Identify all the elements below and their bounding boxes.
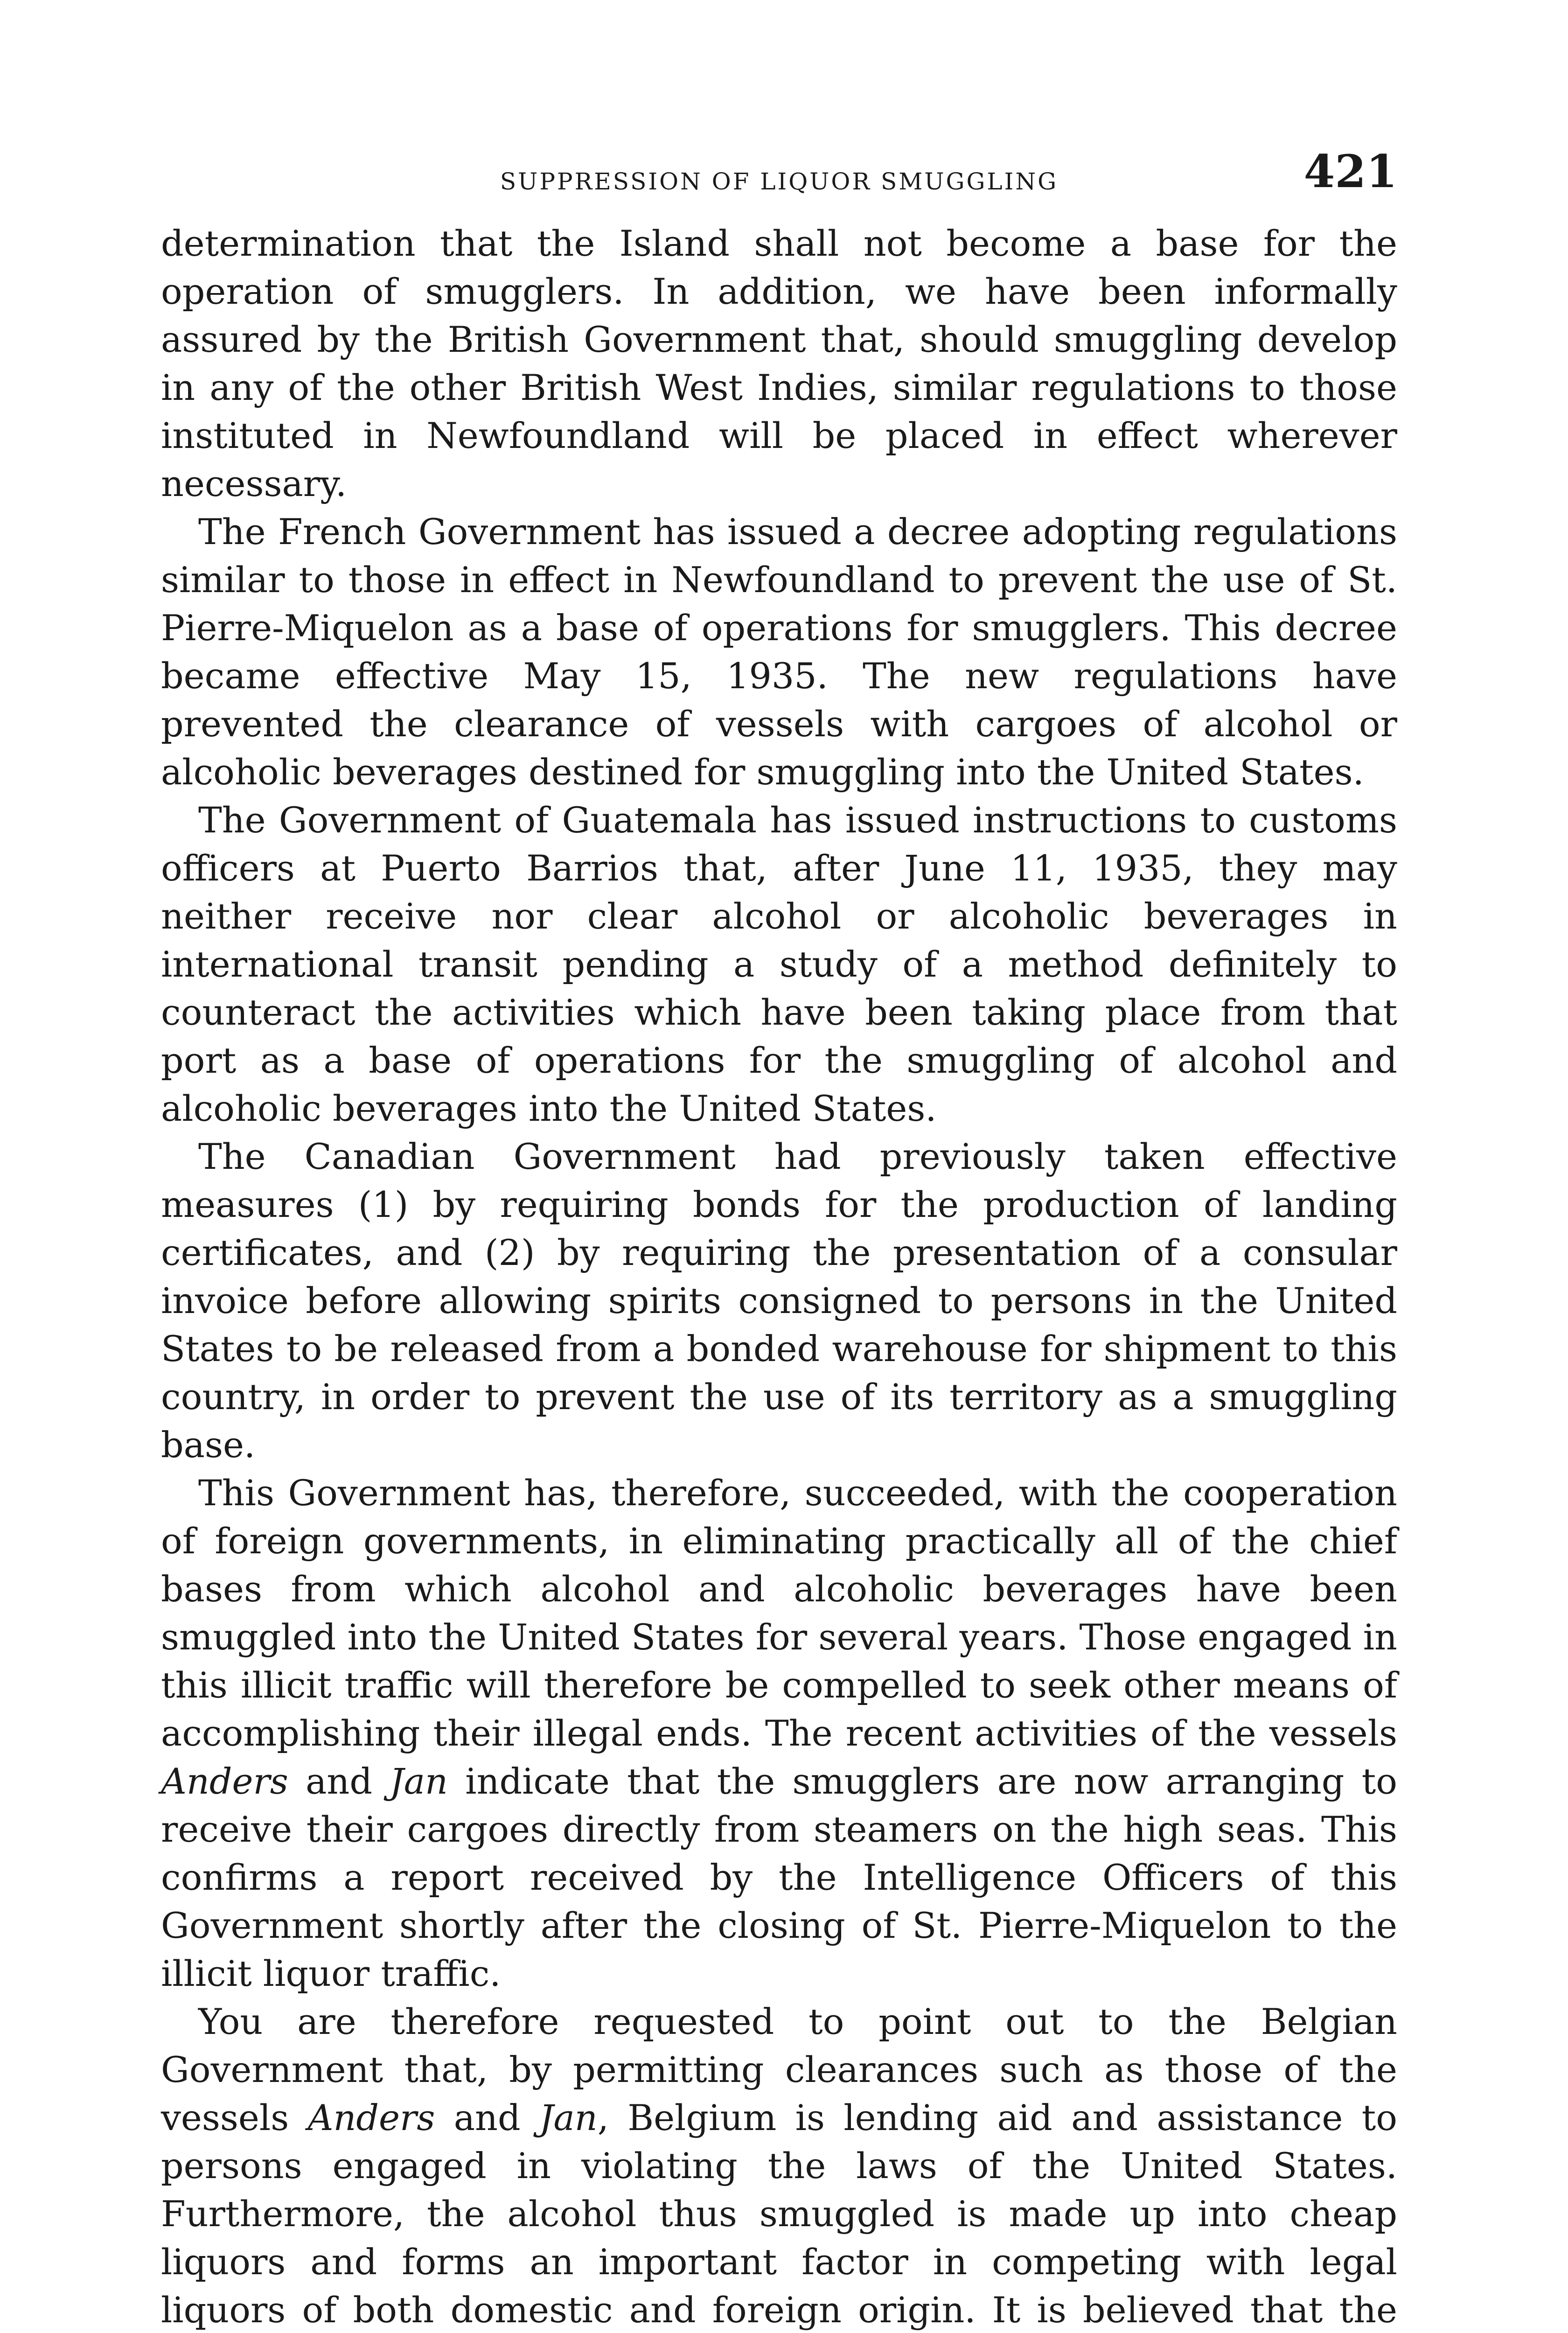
paragraph-canada: The Canadian Government had previously taken effective measures (1) by requiring bonds for the production of landing certificates, and (2) by requiring the presentation of a consular invoice before allowing spirits consigned to persons in the United States to be released from a bonded warehouse for shipment to this country, in order to prevent the use of its territory as a smuggling base. [161,1136,1397,1466]
running-title: SUPPRESSION OF LIQUOR SMUGGLING [500,168,1059,195]
body-text [161,219,1397,2333]
paragraph-french-decree: The French Government has issued a decree adopting regulations similar to those in effect in Newfoundland to prevent the use of St. Pierre-Miquelon as a base of operations for smugglers. This decree became effective May 15, 1935. The new regulations have prevented the clearance of vessels with cargoes of alcohol or alcoholic beverages destined for smuggling into the United States. [161,511,1397,793]
vessel-name: Jan [539,2097,598,2138]
running-header [161,145,1397,219]
vessel-name: Anders [307,2097,435,2138]
paragraph-guatemala: The Government of Guatemala has issued instructions to customs officers at Puerto Barrios that, after June 11, 1935, they may neither receive nor clear alcohol or alcoholic beverages in international transit pending a study of a method definitely to counteract the activities which have been taking place from that port as a base of operations for the smuggling of alcohol and alcoholic beverages into the United States. [161,799,1397,1129]
vessel-name: Jan [390,1760,448,1802]
paragraph-continued: determination that the Island shall not become a base for the operation of smugglers. In addition, we have been informally assured by the British Government that, should smuggling develop in any of the other British West Indies, similar regulations to those instituted in Newfoundland will be placed in effect wherever necessary. [161,223,1397,504]
vessel-name: Anders [161,1760,288,1802]
paragraph-request: You are therefore requested to point out to the Belgian Government that, by permitting clearances such as those of the vessels Anders and Jan, Belgium is lending aid and assistance to persons engaged in violating the laws of the United States. Furthermore, the alcohol thus smuggled is made up into cheap liquors and forms an important factor in competing with legal liquors of both domestic and foreign origin. It is believed that the [161,2001,1397,2331]
document-page [161,145,1397,2333]
page-number: 421 [1303,145,1397,198]
paragraph-cooperation: This Government has, therefore, succeeded, with the cooperation of foreign governments, in eliminating practically all of the chief bases from which alcohol and alcoholic beverages have been smuggled into the United States for several years. Those engaged in this illicit traffic will therefore be compelled to seek other means of accomplishing their illegal ends. The recent activities of the vessels Anders and Jan indicate that the smugglers are now arranging to receive their cargoes directly from steamers on the high seas. This confirms a report received by the Intelligence Officers of this Government shortly after the closing of St. Pierre-Miquelon to the illicit liquor traffic. [161,1472,1397,1994]
